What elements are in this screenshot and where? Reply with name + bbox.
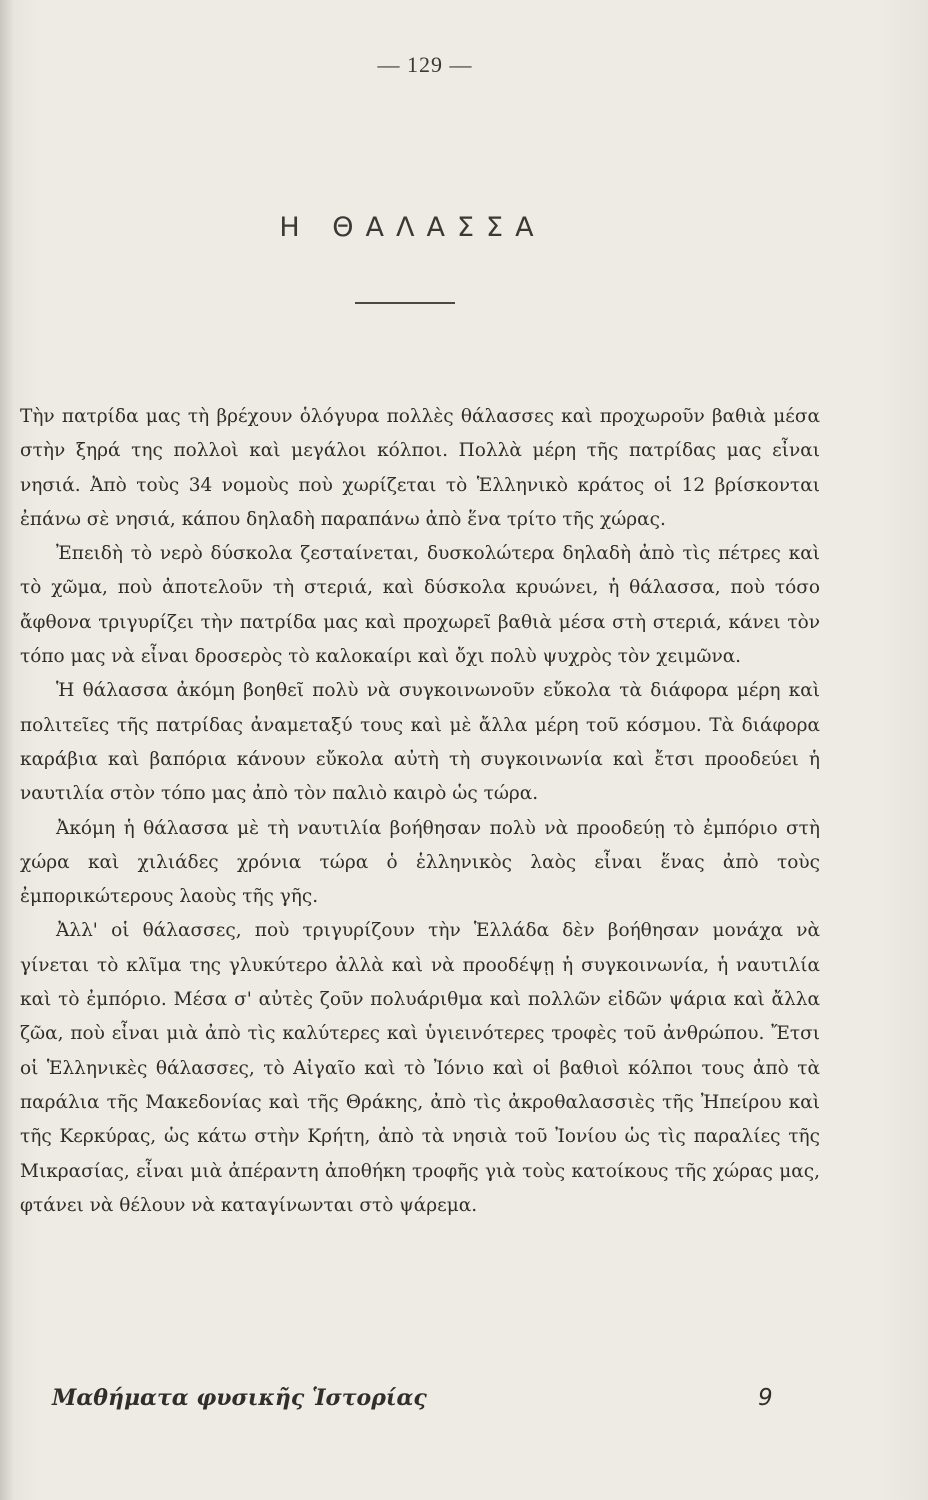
footer-book-title: Μαθήματα φυσικῆς Ἱστορίας: [52, 1385, 427, 1411]
paragraph: Ἀκόμη ἡ θάλασσα μὲ τὴ ναυτιλία βοήθησαν πολὺ νὰ προοδεύῃ τὸ ἐμπόριο στὴ χώρα καὶ χιλιάδες χρόνια τώρα ὁ ἑλληνικὸς λαὸς εἶναι ἕνας ἀπὸ τοὺς ἐμπορικώτερους λαοὺς τῆς γῆς.: [20, 817, 820, 908]
chapter-title: Η ΘΑΛΑΣΣΑ: [279, 212, 546, 243]
title-underline: [355, 302, 455, 304]
body-text: [20, 400, 820, 1223]
paragraph: Ἐπειδὴ τὸ νερὸ δύσκολα ζεσταίνεται, δυσκολώτερα δηλαδὴ ἀπὸ τὶς πέτρες καὶ τὸ χῶμα, ποὺ ἀποτελοῦν τὴ στεριά, καὶ δύσκολα κρυώνει, ἡ θάλασσα, ποὺ τόσο ἄφθονα τριγυρίζει τὴν πατρίδα μας καὶ προχωρεῖ βαθιὰ μέσα στὴ στεριά, κάνει τὸν τόπο μας νὰ εἶναι δροσερὸς τὸ καλοκαίρι καὶ ὄχι πολὺ ψυχρὸς τὸν χειμῶνα.: [20, 543, 820, 668]
paragraph: Ἀλλ' οἱ θάλασσες, ποὺ τριγυρίζουν τὴν Ἑλλάδα δὲν βοήθησαν μονάχα νὰ γίνεται τὸ κλῖμα της γλυκύτερο ἀλλὰ καὶ νὰ προοδέψῃ ἡ συγκοινωνία, ἡ ναυτιλία καὶ τὸ ἐμπόριο. Μέσα σ' αὐτὲς ζοῦν πολυάριθμα καὶ πολλῶν εἰδῶν ψάρια καὶ ἄλλα ζῶα, ποὺ εἶναι μιὰ ἀπὸ τὶς καλύτερες καὶ ὑγιεινότερες τροφὲς τοῦ ἀνθρώπου. Ἔτσι οἱ Ἑλληνικὲς θάλασσες, τὸ Αἰγαῖο καὶ τὸ Ἰόνιο καὶ οἱ βαθιοὶ κόλποι τους ἀπὸ τὰ παράλια τῆς Μακεδονίας καὶ τῆς Θράκης, ἀπὸ τὶς ἀκροθαλασσιὲς τῆς Ἠπείρου καὶ τῆς Κερκύρας, ὡς κάτω στὴν Κρήτη, ἀπὸ τὰ νησιὰ τοῦ Ἰονίου ὡς τὶς παραλίες τῆς Μικρασίας, εἶναι μιὰ ἀπέραντη ἀποθήκη τροφῆς γιὰ τοὺς κατοίκους τῆς χώρας μας, φτάνει νὰ θέλουν νὰ καταγίνωνται στὸ ψάρεμα.: [20, 920, 820, 1216]
footer-signature-number: 9: [758, 1385, 773, 1411]
paragraph: Τὴν πατρίδα μας τὴ βρέχουν ὁλόγυρα πολλὲς θάλασσες καὶ προχωροῦν βαθιὰ μέσα στὴν ξηρά της πολλοὶ καὶ μεγάλοι κόλποι. Πολλὰ μέρη τῆς πατρίδας μας εἶναι νησιά. Ἀπὸ τοὺς 34 νομοὺς ποὺ χωρίζεται τὸ Ἑλληνικὸ κράτος οἱ 12 βρίσκονται ἐπάνω σὲ νησιά, κάπου δηλαδὴ παραπάνω ἀπὸ ἕνα τρίτο τῆς χώρας.: [20, 406, 820, 530]
page-number: — 129 —: [377, 52, 473, 77]
paragraph: Ἡ θάλασσα ἀκόμη βοηθεῖ πολὺ νὰ συγκοινωνοῦν εὔκολα τὰ διάφορα μέρη καὶ πολιτεῖες τῆς πατρίδας ἀναμεταξύ τους καὶ μὲ ἄλλα μέρη τοῦ κόσμου. Τὰ διάφορα καράβια καὶ βαπόρια κάνουν εὔκολα αὐτὴ τὴ συγκοινωνία καὶ ἔτσι προοδεύει ἡ ναυτιλία στὸν τόπο μας ἀπὸ τὸν παλιὸ καιρὸ ὡς τώρα.: [20, 680, 820, 805]
